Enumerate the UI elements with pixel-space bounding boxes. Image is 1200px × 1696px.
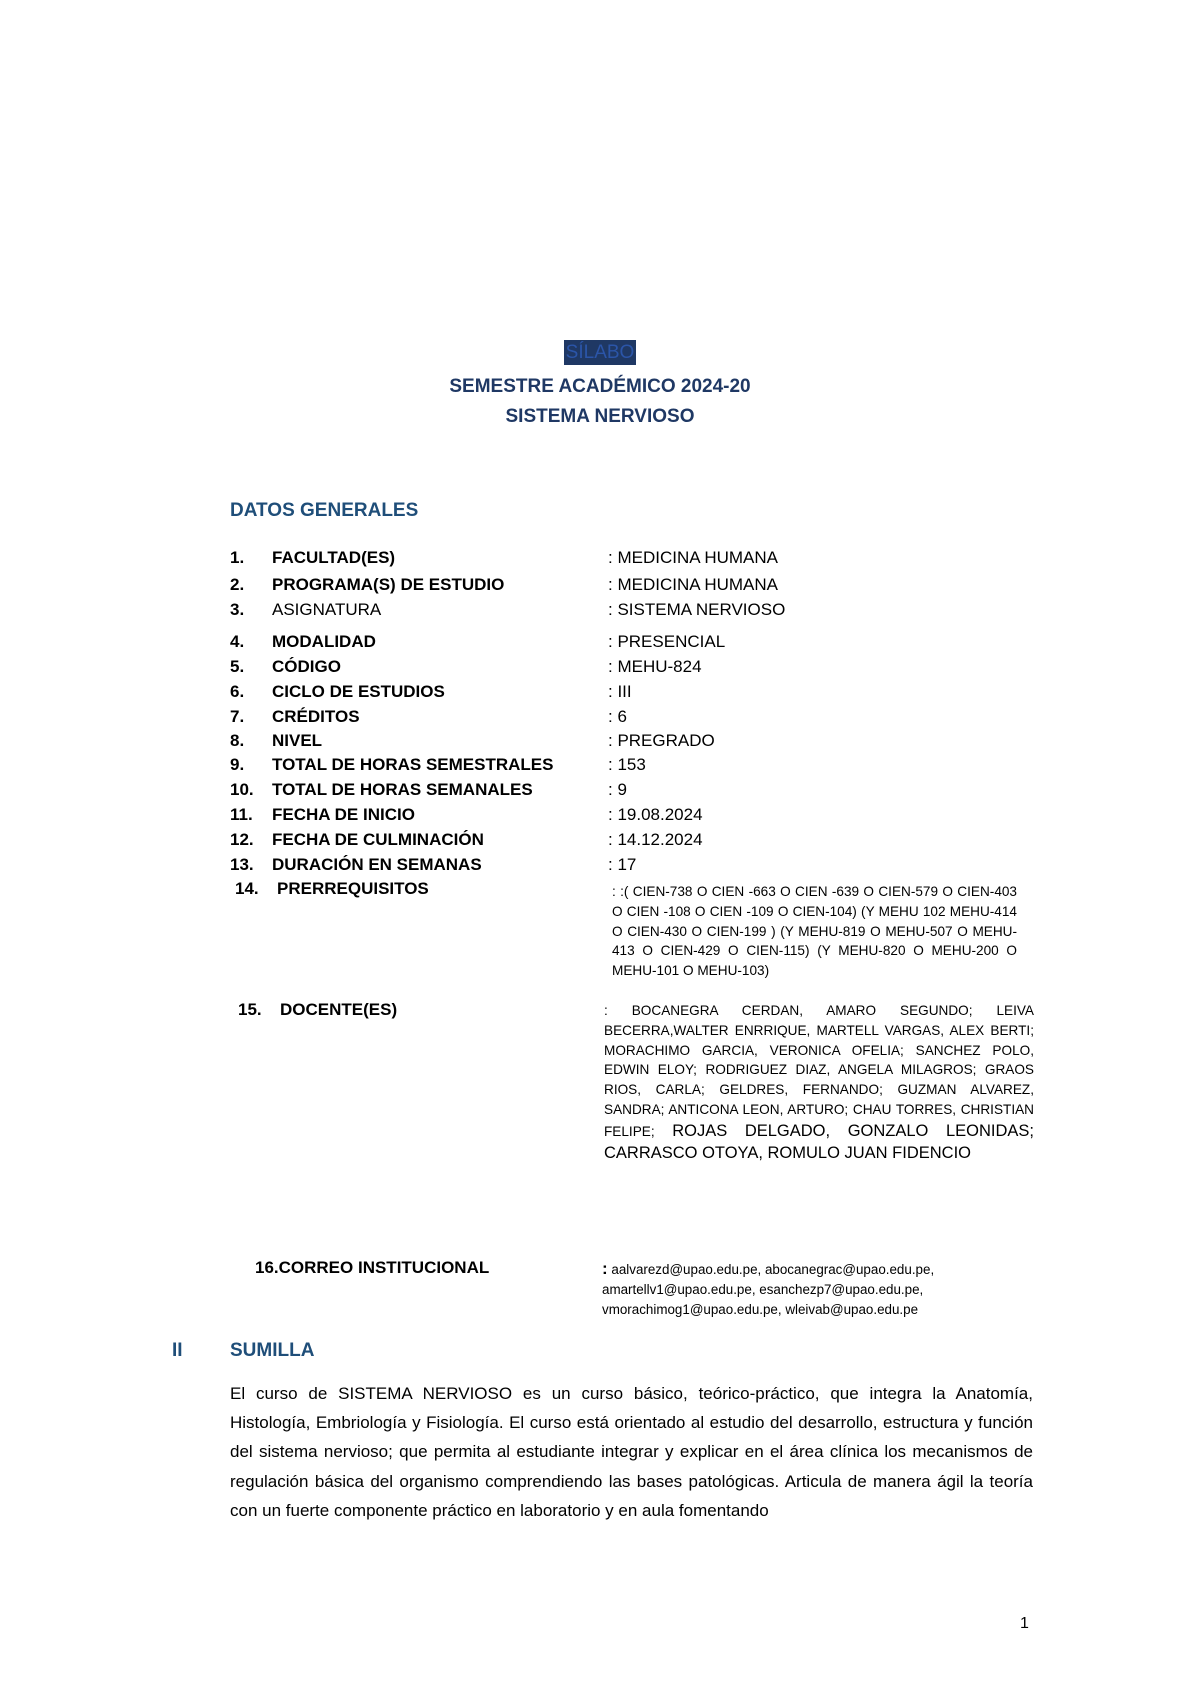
- item-prerrequisitos: 14. PRERREQUISITOS: [235, 879, 429, 898]
- item-fecha-inicio: 11. FECHA DE INICIO : 19.08.2024: [230, 805, 703, 824]
- docentes-part1: : BOCANEGRA CERDAN, AMARO SEGUNDO; LEIVA BECERRA,WALTER ENRRIQUE, MARTELL VARGAS, ALEX BERTI; MORACHIMO GARCIA, VERONICA OFELIA; SANCHEZ POLO, EDWIN ELOY; RODRIGUEZ DIAZ, ANGELA MILAGROS; GRAOS RIOS, CARLA; GELDRES, FERNANDO; GUZMAN ALVAREZ, SANDRA; ANTICONA LEON, ARTURO; CHAU TORRES, CHRISTIAN FELIPE;: [604, 1003, 1034, 1139]
- item-horas-semestrales: 9. TOTAL DE HORAS SEMESTRALES : 153: [230, 755, 646, 774]
- item-codigo: 5. CÓDIGO : MEHU-824: [230, 657, 702, 676]
- item-creditos: 7. CRÉDITOS : 6: [230, 707, 627, 726]
- sumilla-text: El curso de SISTEMA NERVIOSO es un curso básico, teórico-práctico, que integra la Anatomía, Histología, Embriología y Fisiología. El curso está orientado al estudio del desarrollo, estructura y función del sistema nervioso; que permita al estudiante integrar y explicar en el área clínica los mecanismos de regulación básica del organismo comprendiendo las bases patológicas. Articula de manera ágil la teoría con un fuerte componente práctico en laboratorio y en aula fomentando: [230, 1384, 1033, 1520]
- docentes-part2: ROJAS DELGADO, GONZALO LEONIDAS; CARRASCO OTOYA, ROMULO JUAN FIDENCIO: [604, 1121, 1034, 1162]
- page-number: 1: [1020, 1615, 1029, 1632]
- item-docentes: 15. DOCENTE(ES): [238, 1000, 398, 1019]
- item-correo: 16.CORREO INSTITUCIONAL: [255, 1258, 490, 1277]
- doc-type-highlight: SÍLABO: [565, 342, 635, 363]
- item-fecha-culminacion: 12. FECHA DE CULMINACIÓN : 14.12.2024: [230, 830, 703, 849]
- item-asignatura: 3. ASIGNATURA : SISTEMA NERVIOSO: [230, 600, 786, 619]
- datos-generales-heading: DATOS GENERALES: [230, 500, 419, 521]
- correo-value: : aalvarezd@upao.edu.pe, abocanegrac@upao.edu.pe, amartellv1@upao.edu.pe, esanchezp7@upao.edu.pe, vmorachimog1@upao.edu.pe, wleivab@upao.edu.pe: [602, 1259, 935, 1317]
- item-duracion: 13. DURACIÓN EN SEMANAS : 17: [230, 855, 637, 874]
- doc-type-title: [0, 342, 1200, 364]
- docentes-value: [604, 1001, 1034, 1164]
- item-nivel: 8. NIVEL : PREGRADO: [230, 731, 715, 750]
- course-title: SISTEMA NERVIOSO: [505, 406, 695, 427]
- semester-title: SEMESTRE ACADÉMICO 2024-20: [449, 376, 751, 397]
- prerrequisitos-value: : :( CIEN-738 O CIEN -663 O CIEN -639 O CIEN-579 O CIEN-403 O CIEN -108 O CIEN -109 O CIEN-104) (Y MEHU 102 MEHU-414 O CIEN-430 O CIEN-199 ) (Y MEHU-819 O MEHU-507 O MEHU-413 O CIEN-429 O CIEN-115) (Y MEHU-820 O MEHU-200 O MEHU-101 O MEHU-103): [612, 884, 1017, 979]
- item-programa: 2. PROGRAMA(S) DE ESTUDIO : MEDICINA HUMANA: [230, 575, 779, 594]
- item-modalidad: 4. MODALIDAD : PRESENCIAL: [230, 632, 726, 651]
- item-horas-semanales: 10. TOTAL DE HORAS SEMANALES : 9: [230, 780, 627, 799]
- item-ciclo: 6. CICLO DE ESTUDIOS : III: [230, 682, 632, 701]
- sumilla-number: II: [172, 1340, 183, 1361]
- item-facultad: 1. FACULTAD(ES) : MEDICINA HUMANA: [230, 548, 779, 567]
- sumilla-heading: SUMILLA: [230, 1340, 315, 1361]
